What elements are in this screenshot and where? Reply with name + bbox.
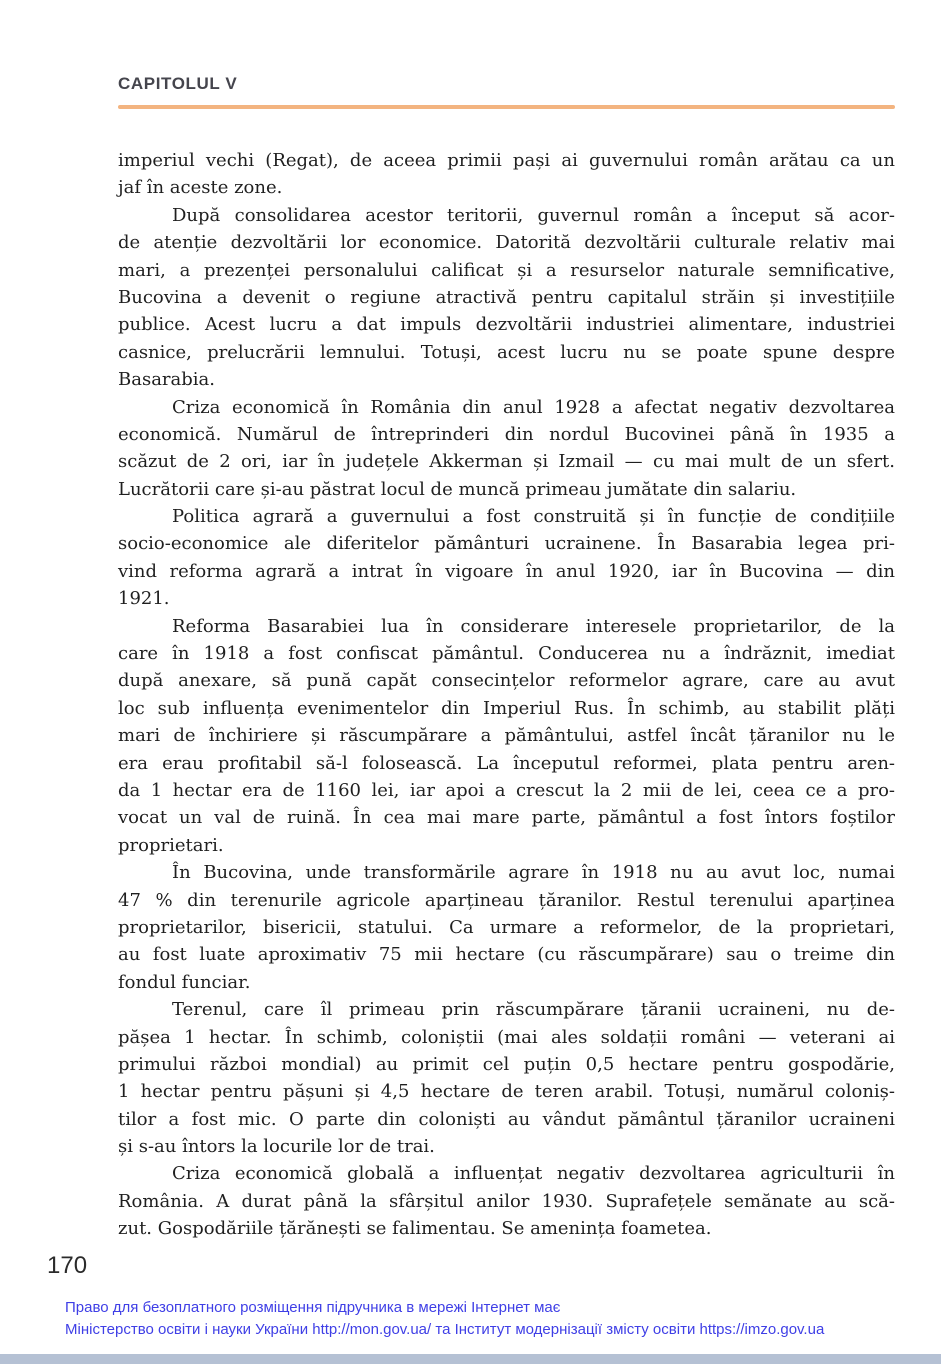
paragraph bbox=[118, 996, 895, 1160]
text-line: socio-economice ale diferitelor pământuri ucrainene. În Basarabia legea pri- bbox=[118, 533, 895, 555]
text-line: scăzut de 2 ori, iar în județele Akkerman și Izmail — cu mai mult de un sfert. bbox=[118, 451, 895, 473]
text-line: jaf în aceste zone. bbox=[118, 177, 283, 199]
copyright-line: Міністерство освіти і науки України http://mon.gov.ua/ та Інститут модернізації змісту освіти https://imzo.gov.ua bbox=[65, 1321, 825, 1338]
text-line: Criza economică în România din anul 1928 a afectat negativ dezvoltarea bbox=[172, 396, 895, 418]
text-line: și s-au întors la locurile lor de trai. bbox=[118, 1136, 435, 1158]
paragraph bbox=[118, 147, 895, 202]
bottom-edge-bar bbox=[0, 1354, 941, 1364]
text-line: de atenție dezvoltării lor economice. Datorită dezvoltării culturale relativ mai bbox=[118, 232, 895, 254]
text-line: Criza economică globală a influențat negativ dezvoltarea agriculturii în bbox=[172, 1163, 895, 1185]
copyright-line: Право для безоплатного розміщення підручника в мережі Інтернет має bbox=[65, 1299, 561, 1316]
paragraph bbox=[118, 613, 895, 860]
text-line: tilor a fost mic. O parte din coloniști au vândut pământul țăranilor ucraineni bbox=[118, 1108, 895, 1130]
text-line: proprietarilor, bisericii, statului. Ca urmare a reformelor, de la proprietari, bbox=[118, 916, 895, 938]
text-line: România. A durat până la sfârșitul anilor 1930. Suprafețele semănate au scă- bbox=[118, 1190, 895, 1212]
text-line: loc sub influența evenimentelor din Imperiul Rus. În schimb, au stabilit plăți bbox=[118, 697, 895, 719]
text-line: publice. Acest lucru a dat impuls dezvoltării industriei alimentare, industriei bbox=[118, 314, 895, 336]
text-line: proprietari. bbox=[118, 834, 224, 856]
text-line: casnice, prelucrării lemnului. Totuși, acest lucru nu se poate spune despre bbox=[118, 341, 895, 363]
text-line: Basarabia. bbox=[118, 369, 215, 391]
text-line: mari de închiriere și răscumpărare a pământului, astfel încât țăranilor nu le bbox=[118, 725, 895, 747]
text-line: 1921. bbox=[118, 588, 170, 610]
text-line: imperiul vechi (Regat), de aceea primii pași ai guvernului român arătau ca un bbox=[118, 150, 895, 171]
text-line: vind reforma agrară a intrat în vigoare în anul 1920, iar în Bucovina — din bbox=[118, 560, 895, 582]
text-line: Lucrătorii care și-au păstrat locul de muncă primeau jumătate din salariu. bbox=[118, 478, 797, 500]
text-line: În Bucovina, unde transformările agrare în 1918 nu au avut loc, numai bbox=[172, 862, 895, 884]
text-line: primului război mondial) au primit cel puțin 0,5 hectare pentru gospodărie, bbox=[118, 1053, 895, 1075]
chapter-header: CAPITOLUL V bbox=[118, 74, 238, 93]
text-line: vocat un val de ruină. În cea mai mare parte, pământul a fost întors foștilor bbox=[118, 807, 895, 829]
text-line: era erau profitabil să-l folosească. La începutul reformei, plata pentru aren- bbox=[118, 752, 895, 774]
text-line: au fost luate aproximativ 75 mii hectare (cu răscumpărare) sau o treime din bbox=[118, 944, 895, 966]
paragraph bbox=[118, 503, 895, 613]
text-line: 47 % din terenurile agricole aparțineau țăranilor. Restul terenului aparținea bbox=[118, 889, 895, 911]
text-line: mari, a prezenței personalului calificat și a resurselor naturale semnificative, bbox=[118, 259, 895, 281]
text-line: după anexare, să pună capăt consecințelor reformelor agrare, care au avut bbox=[118, 670, 895, 692]
paragraph bbox=[118, 394, 895, 504]
page-body bbox=[118, 147, 895, 1243]
text-line: Reforma Basarabiei lua în considerare interesele proprietarilor, de la bbox=[172, 615, 895, 637]
text-line: economică. Numărul de întreprinderi din nordul Bucovinei până în 1935 a bbox=[118, 423, 895, 445]
paragraph bbox=[118, 202, 895, 394]
text-line: zut. Gospodăriile țărănești se falimentau. Se amenința foametea. bbox=[118, 1218, 712, 1240]
text-line: care în 1918 a fost confiscat pământul. Conducerea nu a îndrăznit, imediat bbox=[118, 643, 895, 665]
text-line: Bucovina a devenit o regiune atractivă pentru capitalul străin și investițiile bbox=[118, 286, 895, 308]
text-line: Terenul, care îl primeau prin răscumpărare țăranii ucraineni, nu de- bbox=[172, 999, 895, 1021]
text-line: fondul funciar. bbox=[118, 971, 251, 993]
chapter-header-rule bbox=[118, 105, 895, 109]
copyright-notice bbox=[65, 1297, 824, 1341]
paragraph bbox=[118, 859, 895, 996]
text-line: După consolidarea acestor teritorii, guvernul român a început să acor- bbox=[172, 204, 895, 226]
page-number: 170 bbox=[47, 1252, 88, 1279]
paragraph bbox=[118, 1160, 895, 1242]
text-line: 1 hectar pentru pășuni și 4,5 hectare de teren arabil. Totuși, numărul coloniș- bbox=[118, 1081, 895, 1103]
text-line: pășea 1 hectar. În schimb, coloniștii (mai ales soldații români — veterani ai bbox=[118, 1026, 895, 1048]
text-line: da 1 hectar era de 1160 lei, iar apoi a crescut la 2 mii de lei, ceea ce a pro- bbox=[118, 779, 895, 801]
text-line: Politica agrară a guvernului a fost construită și în funcție de condițiile bbox=[172, 506, 895, 528]
